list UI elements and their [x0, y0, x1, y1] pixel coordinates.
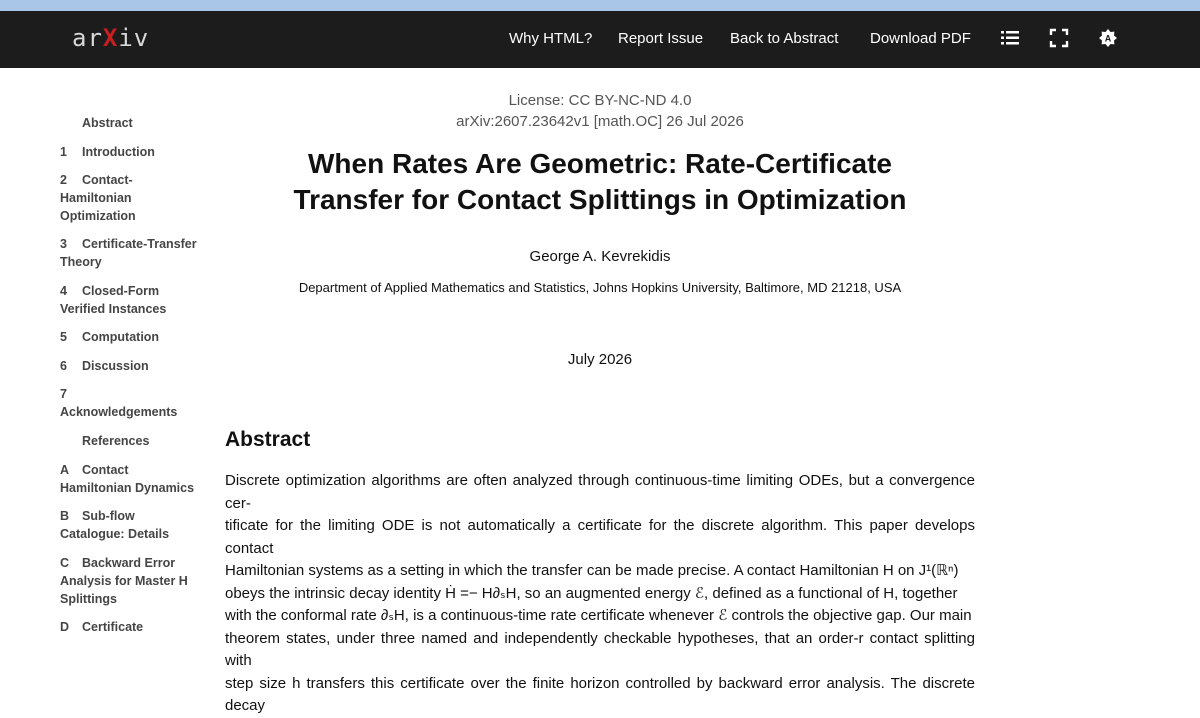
- theme-icon[interactable]: [1098, 28, 1118, 48]
- author-name: George A. Kevrekidis: [529, 248, 671, 265]
- abstract-line: Discrete optimization algorithms are often analyzed through continuous-time limiting ODEs, but a convergence cer-: [225, 472, 975, 512]
- toc-item-closed-form-verified-instances[interactable]: 4 Closed-Form Verified Instances: [60, 284, 167, 316]
- abstract-line: Hamiltonian systems as a setting in which the transfer can be made precise. A contact Hamiltonian H on J¹(ℝⁿ): [225, 562, 959, 579]
- abstract-line: with the conformal rate ∂ₛH, is a continuous-time rate certificate whenever ℰ controls the objective gap. Our main: [225, 607, 972, 624]
- abstract-text: [225, 470, 975, 718]
- download-pdf-link[interactable]: Download PDF: [870, 30, 971, 47]
- abstract-line: theorem states, under three named and independently checkable hypotheses, that an order-r contact splitting with: [225, 629, 975, 669]
- toc-item-discussion[interactable]: 6 Discussion: [60, 359, 149, 373]
- toc-item-acknowledgements[interactable]: 7 Acknowledgements: [60, 387, 178, 419]
- abstract-line: step size h transfers this certificate over the finite horizon controlled by backward error analysis. The discrete decay: [225, 674, 975, 714]
- report-issue-link[interactable]: Report Issue: [618, 30, 704, 47]
- browser-top-strip: [0, 0, 1200, 11]
- svg-text:A: A: [1104, 33, 1112, 44]
- license-text[interactable]: License: CC BY-NC-ND 4.0: [508, 92, 692, 109]
- paper-title: When Rates Are Geometric: Rate-Certificate Transfer for Contact Splittings in Optimization: [293, 148, 907, 215]
- toc-item-contact-hamiltonian-optimization[interactable]: 2 Contact-Hamiltonian Optimization: [60, 173, 136, 223]
- why-html-link[interactable]: Why HTML?: [509, 30, 593, 47]
- toc-item-certificate-transfer-theory[interactable]: 3 Certificate-Transfer Theory: [60, 237, 197, 269]
- author-affiliation: Department of Applied Mathematics and Statistics, Johns Hopkins University, Baltimore, MD 21218, USA: [298, 280, 902, 295]
- arxiv-identifier: arXiv:2607.23642v1 [math.OC] 26 Jul 2026: [456, 113, 744, 130]
- toc-item-appendix-c[interactable]: C Backward Error Analysis for Master H Splittings: [60, 556, 188, 606]
- toc-item-introduction[interactable]: 1 Introduction: [60, 145, 155, 159]
- toc-item-abstract[interactable]: Abstract: [82, 116, 133, 130]
- paper-date: July 2026: [567, 351, 633, 368]
- navbar: [0, 11, 1200, 68]
- toc-item-appendix-b[interactable]: B Sub-flow Catalogue: Details: [60, 509, 170, 541]
- abstract-line: obeys the intrinsic decay identity Ḣ =− H∂ₛH, so an augmented energy ℰ, defined as a functional of H, together: [225, 584, 958, 602]
- toc-item-references[interactable]: References: [82, 434, 150, 448]
- arxiv-logo[interactable]: arXiv: [72, 24, 150, 52]
- abstract-line: tificate for the limiting ODE is not automatically a certificate for the discrete algorithm. This paper develops contact: [225, 517, 975, 557]
- toc-item-appendix-d[interactable]: D Certificate: [60, 620, 144, 634]
- toc-item-appendix-a[interactable]: A Contact Hamiltonian Dynamics: [60, 463, 195, 495]
- abstract-heading: Abstract: [225, 428, 311, 451]
- toc-item-computation[interactable]: 5 Computation: [60, 330, 160, 344]
- fullscreen-icon[interactable]: [1049, 28, 1069, 48]
- back-to-abstract-link[interactable]: Back to Abstract: [730, 30, 839, 47]
- list-icon[interactable]: [1000, 28, 1020, 48]
